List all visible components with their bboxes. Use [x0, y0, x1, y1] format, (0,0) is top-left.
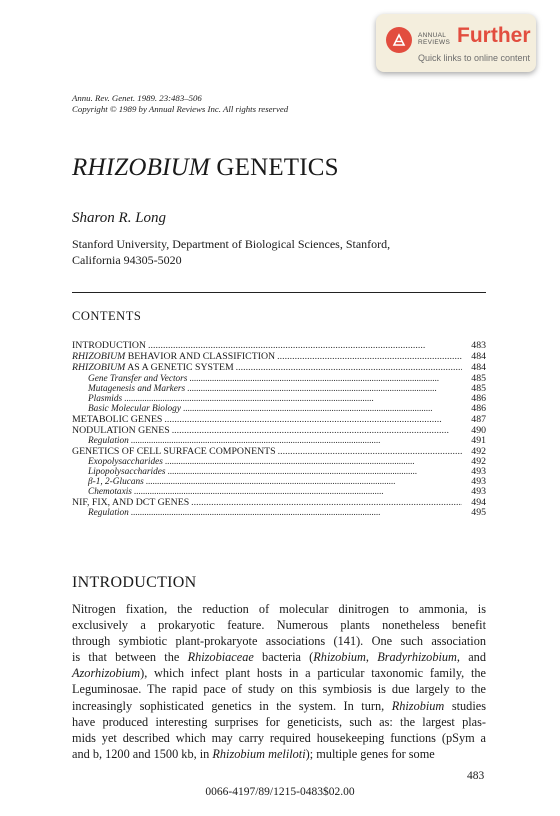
toc-entry[interactable] — [72, 497, 486, 508]
toc-leader-dots — [124, 394, 462, 404]
toc-page-number: 484 — [471, 362, 486, 374]
toc-subentry[interactable] — [72, 457, 486, 467]
toc-leader-dots — [277, 351, 462, 362]
body-text-line: Nitrogen fixation, the reduction of molecular dinitrogen to ammonia, is — [72, 602, 486, 616]
journal-line: Annu. Rev. Genet. 1989. 23:483–506 — [72, 93, 202, 103]
toc-entry-label — [72, 414, 162, 425]
toc-entry-label — [88, 467, 165, 477]
toc-leader-dots — [236, 362, 462, 373]
toc-subentry[interactable] — [72, 436, 486, 446]
article-title-genus: RHIZOBIUM — [72, 154, 210, 181]
toc-subentry[interactable] — [72, 477, 486, 487]
author-affiliation — [72, 237, 390, 268]
toc-entry-label — [88, 436, 129, 446]
toc-entry-label-text: NODULATION GENES — [72, 424, 170, 436]
toc-entry-label — [88, 508, 129, 518]
body-text-line: Azorhizobium), which infect plant hosts in a particular taxonomic family, the — [72, 666, 486, 681]
affiliation-line: California 94305-5020 — [72, 252, 182, 267]
toc-page-number: 491 — [471, 434, 486, 446]
toc-page-number: 485 — [471, 372, 486, 384]
article-title — [72, 154, 339, 182]
toc-entry-label — [88, 394, 122, 404]
body-text-line: mids yet described which may carry required housekeeping functions (pSym a — [72, 730, 486, 745]
footer-price-code: 0066-4197/89/1215-0483$02.00 — [205, 786, 355, 798]
toc-page-number: 485 — [471, 382, 486, 394]
toc-page-number: 493 — [471, 486, 486, 498]
toc-page-number: 493 — [471, 476, 486, 488]
toc-leader-dots — [183, 404, 462, 414]
affiliation-line: Stanford University, Department of Biological Sciences, Stanford, — [72, 237, 391, 251]
toc-page-number: 493 — [471, 466, 486, 478]
toc-entry-label — [88, 477, 144, 487]
publisher-name — [418, 32, 450, 46]
toc-entry-label — [72, 351, 275, 362]
introduction-body — [72, 601, 486, 762]
toc-entry-label-text: BEHAVIOR AND CLASSIFICTION — [125, 351, 276, 363]
toc-entry-label — [72, 446, 276, 457]
toc-entry-label — [72, 425, 170, 436]
toc-entry-label-text: Plasmids — [88, 393, 123, 404]
toc-leader-dots — [164, 414, 462, 425]
article-title-rest: GENETICS — [209, 154, 339, 181]
toc-entry-label-text: GENETICS OF CELL SURFACE COMPONENTS — [72, 445, 276, 457]
toc-leader-dots — [172, 425, 462, 436]
publisher-name-line2: REVIEWS — [418, 39, 451, 46]
toc-leader-dots — [189, 374, 462, 384]
toc-entry-label-text: Mutagenesis and Markers — [88, 383, 186, 394]
toc-leader-dots — [148, 340, 462, 351]
toc-entry-label-italic: RHIZOBIUM — [72, 351, 126, 363]
toc-subentry[interactable] — [72, 467, 486, 477]
toc-leader-dots — [165, 457, 462, 467]
table-of-contents — [72, 340, 486, 518]
toc-entry-label-text: Basic Molecular Biology — [88, 403, 181, 414]
toc-entry-label — [88, 384, 185, 394]
toc-entry-label — [88, 404, 181, 414]
toc-leader-dots — [167, 467, 462, 477]
toc-entry-label-text: INTRODUCTION — [72, 340, 147, 351]
body-text-line: and b, 1200 and 1500 kb, in Rhizobium meliloti); multiple genes for some — [72, 746, 435, 761]
toc-entry-label — [88, 457, 163, 467]
toc-page-number: 495 — [471, 507, 486, 519]
toc-entry[interactable] — [72, 446, 486, 457]
author-name: Sharon R. Long — [72, 210, 167, 226]
body-text-line: Leguminosae. The rapid pace of study on this symbiosis is due largely to the — [72, 682, 486, 697]
toc-entry-label — [72, 340, 146, 351]
toc-entry-label — [72, 362, 234, 373]
toc-page-number: 490 — [471, 424, 486, 436]
copyright-line: Copyright © 1989 by Annual Reviews Inc. All rights reserved — [72, 104, 289, 114]
toc-subentry[interactable] — [72, 394, 486, 404]
body-text-line: through symbiotic plant-prokaryote associations (141). One such association — [72, 634, 486, 649]
toc-leader-dots — [131, 436, 462, 446]
further-badge[interactable] — [376, 14, 536, 72]
toc-entry-label-text: Chemotaxis — [88, 487, 132, 498]
toc-subentry[interactable] — [72, 374, 486, 384]
toc-leader-dots — [146, 477, 462, 487]
toc-page-number: 483 — [471, 340, 486, 351]
section-divider — [72, 292, 486, 293]
toc-subentry[interactable] — [72, 487, 486, 497]
body-text-line: increasingly sophisticated genetics in the system. In turn, Rhizobium studies — [72, 698, 486, 713]
page-number: 483 — [467, 770, 485, 782]
journal-citation — [72, 93, 288, 115]
toc-page-number: 486 — [471, 392, 486, 404]
toc-entry-label — [88, 374, 187, 384]
further-tagline: Quick links to online content — [418, 53, 531, 63]
toc-page-number: 484 — [471, 351, 486, 363]
toc-leader-dots — [187, 384, 462, 394]
toc-entry-label-text: Regulation — [88, 435, 129, 446]
toc-entry[interactable] — [72, 362, 486, 373]
toc-page-number: 487 — [471, 413, 486, 425]
annual-reviews-logo-icon — [386, 27, 412, 53]
toc-leader-dots — [131, 508, 462, 518]
toc-entry-label-text: METABOLIC GENES — [72, 413, 163, 425]
publisher-name-line1: ANNUAL — [418, 32, 447, 39]
toc-page-number: 492 — [471, 456, 486, 468]
toc-entry-label-text: Gene Transfer and Vectors — [88, 373, 188, 384]
toc-entry[interactable] — [72, 425, 486, 436]
introduction-heading: INTRODUCTION — [72, 574, 197, 591]
toc-subentry[interactable] — [72, 384, 486, 394]
toc-entry[interactable] — [72, 351, 486, 362]
toc-entry-label-text: NIF, FIX, AND DCT GENES — [72, 497, 190, 509]
toc-entry-label — [72, 497, 189, 508]
toc-entry-label-italic: RHIZOBIUM — [72, 362, 126, 374]
toc-entry-label — [88, 487, 132, 497]
toc-page-number: 486 — [471, 402, 486, 414]
toc-leader-dots — [278, 446, 462, 457]
toc-subentry[interactable] — [72, 508, 486, 518]
toc-entry-label-text: Exopolysaccharides — [88, 457, 163, 468]
toc-entry-label-text: Regulation — [88, 508, 129, 519]
toc-leader-dots — [134, 487, 462, 497]
body-text-line: have produced interesting surprises for geneticists, such as: the largest plas- — [72, 714, 486, 729]
toc-subentry[interactable] — [72, 404, 486, 414]
body-text-line: exclusively a prokaryotic feature. Numerous plants nonetheless benefit — [72, 618, 486, 633]
toc-entry[interactable] — [72, 414, 486, 425]
toc-entry[interactable] — [72, 340, 486, 351]
toc-leader-dots — [191, 497, 462, 508]
toc-entry-label-text: β-1, 2-Glucans — [88, 477, 144, 488]
body-text-line: is that between the Rhizobiaceae bacteria (Rhizobium, Bradyrhizobium, and — [72, 650, 486, 665]
toc-entry-label-text: Lipopolysaccharides — [88, 467, 166, 478]
further-brand: Further — [457, 24, 531, 47]
contents-heading: CONTENTS — [72, 309, 142, 323]
toc-page-number: 492 — [471, 445, 486, 457]
toc-entry-label-text: AS A GENETIC SYSTEM — [125, 362, 234, 374]
toc-page-number: 494 — [471, 497, 486, 509]
